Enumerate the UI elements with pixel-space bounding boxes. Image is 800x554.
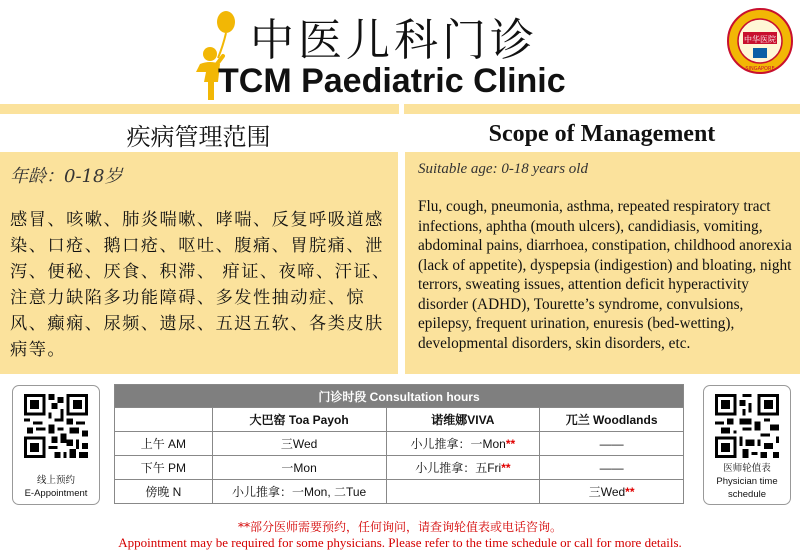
table-cell: 三Wed	[212, 432, 386, 456]
appointment-note-english: Appointment may be required for some physicians. Please refer to the time schedule or call for more details.	[118, 535, 682, 550]
e-appointment-label-zh: 线上预约	[36, 475, 75, 486]
table-cell: 小儿推拿：一Mon, 二Tue	[212, 480, 386, 504]
conditions-list-english: Flu, cough, pneumonia, asthma, repeated respiratory tract infections, aphtha (mouth ulcers), candidiasis, vomiting, abdominal pains, diarrhoea, constipation, childhood anorexia (lack of appetite), dyspepsia (indigestion) and bloating, night terrors, sweating issues, attention deficit hyperactivity disorder (ADHD), Tourette’s syndrome, convulsions, epilepsy, frequent urination, enuresis (bed-wetting), developmental disorders, skin disorders, etc.	[418, 198, 792, 352]
consultation-hours-table	[114, 384, 684, 504]
qr-code-icon[interactable]	[24, 394, 88, 458]
qr-code-icon[interactable]	[715, 394, 779, 458]
schedule-label-en-2: schedule	[727, 489, 767, 500]
page-title-chinese: 中医儿科门诊	[250, 15, 538, 66]
table-row	[115, 480, 684, 504]
table-corner	[115, 408, 213, 432]
section-heading-english: Scope of Management	[488, 120, 716, 147]
conditions-list-chinese: 感冒、咳嗽、肺炎喘嗽、哮喘、反复呼吸道感染、口疮、鹅口疮、呕吐、腹痛、胃脘痛、泄泻、便秘、厌食、积滞、 疳证、夜啼、汗证、注意力缺陷多功能障碍、多发性抽动症、惊风、癫痫、尿频、遗尿、五迟五软、各类皮肤病等。	[10, 210, 391, 360]
cell-text: 小儿推拿：一Mon	[410, 437, 506, 451]
table-title: 门诊时段 Consultation hours	[115, 385, 684, 408]
cell-text: 三Wed	[588, 485, 626, 499]
row-label: 下午 PM	[115, 456, 213, 480]
e-appointment-qr-card[interactable]	[12, 385, 100, 505]
section-heading-chinese: 疾病管理范围	[126, 122, 271, 151]
e-appointment-label-en: E-Appointment	[24, 488, 88, 499]
appointment-marker: **	[625, 485, 635, 499]
table-cell	[386, 432, 540, 456]
row-label: 上午 AM	[115, 432, 213, 456]
logo-text: 中华医院	[744, 35, 776, 44]
age-range-chinese: 年龄：0-18岁	[10, 166, 123, 187]
table-cell	[386, 456, 540, 480]
age-range-english: Suitable age: 0-18 years old	[418, 161, 588, 177]
table-cell: 一Mon	[212, 456, 386, 480]
physician-schedule-qr-card[interactable]	[703, 385, 791, 505]
column-header-viva: 诺维娜VIVA	[386, 408, 540, 432]
logo-subtext: SINGAPORE	[745, 66, 775, 72]
schedule-label-en-1: Physician time	[716, 476, 778, 487]
appointment-note-chinese: **部分医师需要预约，任何询问，请查询轮值表或电话咨询。	[237, 520, 562, 534]
table-cell: ——	[540, 456, 684, 480]
table-row	[115, 456, 684, 480]
hospital-logo-icon	[727, 8, 793, 74]
column-header-toa-payoh: 大巴窑 Toa Payoh	[212, 408, 386, 432]
cell-text: 小儿推拿：五Fri	[415, 461, 502, 475]
appointment-marker: **	[501, 461, 511, 475]
table-cell	[540, 480, 684, 504]
appointment-marker: **	[505, 437, 516, 451]
table-cell: ——	[540, 432, 684, 456]
schedule-label-zh: 医师轮值表	[723, 463, 771, 474]
table-cell	[386, 480, 540, 504]
row-label: 傍晚 N	[115, 480, 213, 504]
page-title-english: TCM Paediatric Clinic	[218, 62, 566, 100]
column-header-woodlands: 兀兰 Woodlands	[540, 408, 684, 432]
table-row	[115, 432, 684, 456]
